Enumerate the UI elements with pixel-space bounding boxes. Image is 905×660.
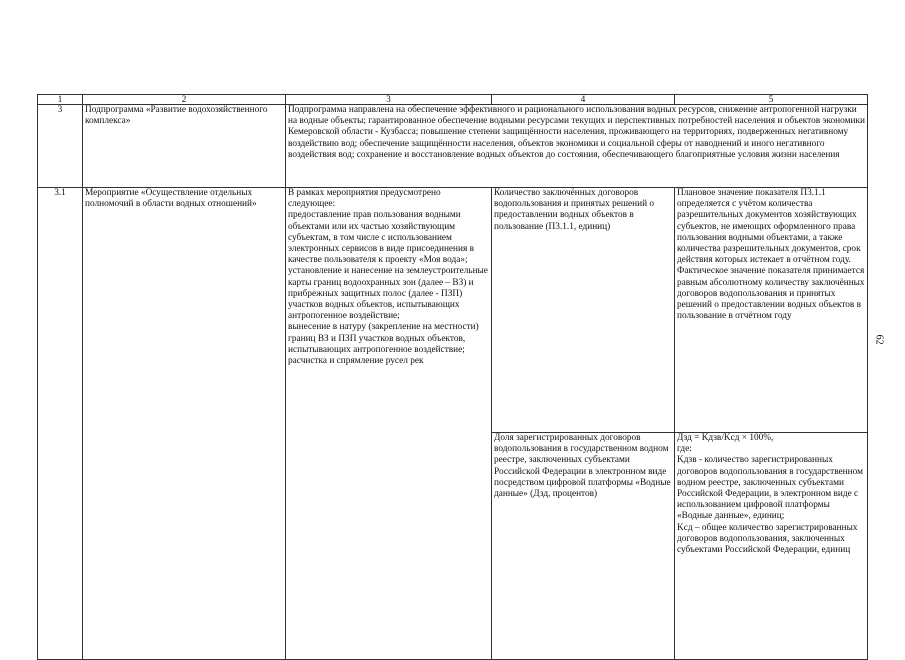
- row-number: 3: [38, 105, 83, 188]
- formula-line: где:: [677, 444, 692, 455]
- header-cell-3: 3: [286, 95, 492, 105]
- description-paragraph: расчистка и спрямление русел рек: [288, 356, 424, 367]
- header-cell-2: 2: [83, 95, 286, 105]
- subprogram-description: Подпрограмма направлена на обеспечение эффективного и рационального использования водных ресурсов, снижение антропогенной нагрузки на водные объекты; гарантированное обеспечение водными ресурсами текущих и перспективных потребностей населения и объектов экономики Кемеровской области - Кузбасса; повышение степени защищённости населения, проживающего на территориях, подверженных негативному воздействию вод; обеспечение защищённости населения, объектов экономики и социальной сферы от наводнений и иного негативного воздействия вод; сохранение и восстановление водных объектов до состояния, обеспечивающего благоприятные условия жизни населения: [286, 105, 868, 188]
- description-paragraph: установление и нанесение на землеустроительные карты границ водоохранных зон (далее – ВЗ) и прибрежных защитных полос (далее - ПЗП) участков водных объектов, испытывающих антропогенное воздействие;: [288, 266, 488, 322]
- method-cell: [675, 433, 868, 660]
- measure-description: [286, 188, 492, 660]
- header-cell-4: 4: [492, 95, 675, 105]
- table-row-measure: [38, 188, 868, 433]
- header-cell-1: 1: [38, 95, 83, 105]
- header-row: [38, 95, 868, 105]
- formula-line: Дзд = Kдзв/Kсд × 100%,: [677, 433, 774, 443]
- description-paragraph: предоставление прав пользования водными объектами или их частью хозяйствующим субъектам, в том числе с использованием электронных сервисов в виде присоединения в качестве пользователя к проекту «Моя вода»;: [288, 210, 474, 266]
- measure-name: Мероприятие «Осуществление отдельных полномочий в области водных отношений»: [83, 188, 286, 660]
- table-row-subprogram: [38, 105, 868, 188]
- row-number: 3.1: [38, 188, 83, 660]
- subprogram-name: Подпрограмма «Развитие водохозяйственного комплекса»: [83, 105, 286, 188]
- method-cell: Плановое значение показателя П3.1.1 определяется с учётом количества разрешительных документов хозяйствующих субъектов, не имеющих оформленного права пользования водными объектами, а также количества разрешительных документов, срок действия которых истекает в отчётном году. Фактическое значение показателя принимается равным абсолютному количеству заключённых договоров водопользования и принятых решений о предоставлении водных объектов в пользование в отчётном году: [675, 188, 868, 433]
- page-number: 62: [873, 334, 885, 345]
- program-table: [37, 94, 868, 660]
- formula-line: Kсд – общее количество зарегистрированных договоров водопользования, заключенных субъектами Российской Федерации, единиц: [677, 522, 858, 556]
- indicator-cell: Доля зарегистрированных договоров водопользования в государственном водном реестре, заключенных субъектами Российской Федерации в электронном виде посредством цифровой платформы «Водные данные» (Дзд, процентов): [492, 433, 675, 660]
- header-cell-5: 5: [675, 95, 868, 105]
- indicator-cell: Количество заключённых договоров водопользования и принятых решений о предоставлении водных объектов в пользование (П3.1.1, единиц): [492, 188, 675, 433]
- description-paragraph: вынесение в натуру (закрепление на местности) границ ВЗ и ПЗП участков водных объектов, испытывающих антропогенное воздействие;: [288, 322, 479, 355]
- description-paragraph: В рамках мероприятия предусмотрено следующее:: [288, 188, 441, 210]
- formula-line: Kдзв - количество зарегистрированных договоров водопользования в государственном водном реестре, заключенных субъектами Российской Федерации, в электронном виде с использованием цифровой платформы «Водные данные», единиц;: [677, 455, 863, 522]
